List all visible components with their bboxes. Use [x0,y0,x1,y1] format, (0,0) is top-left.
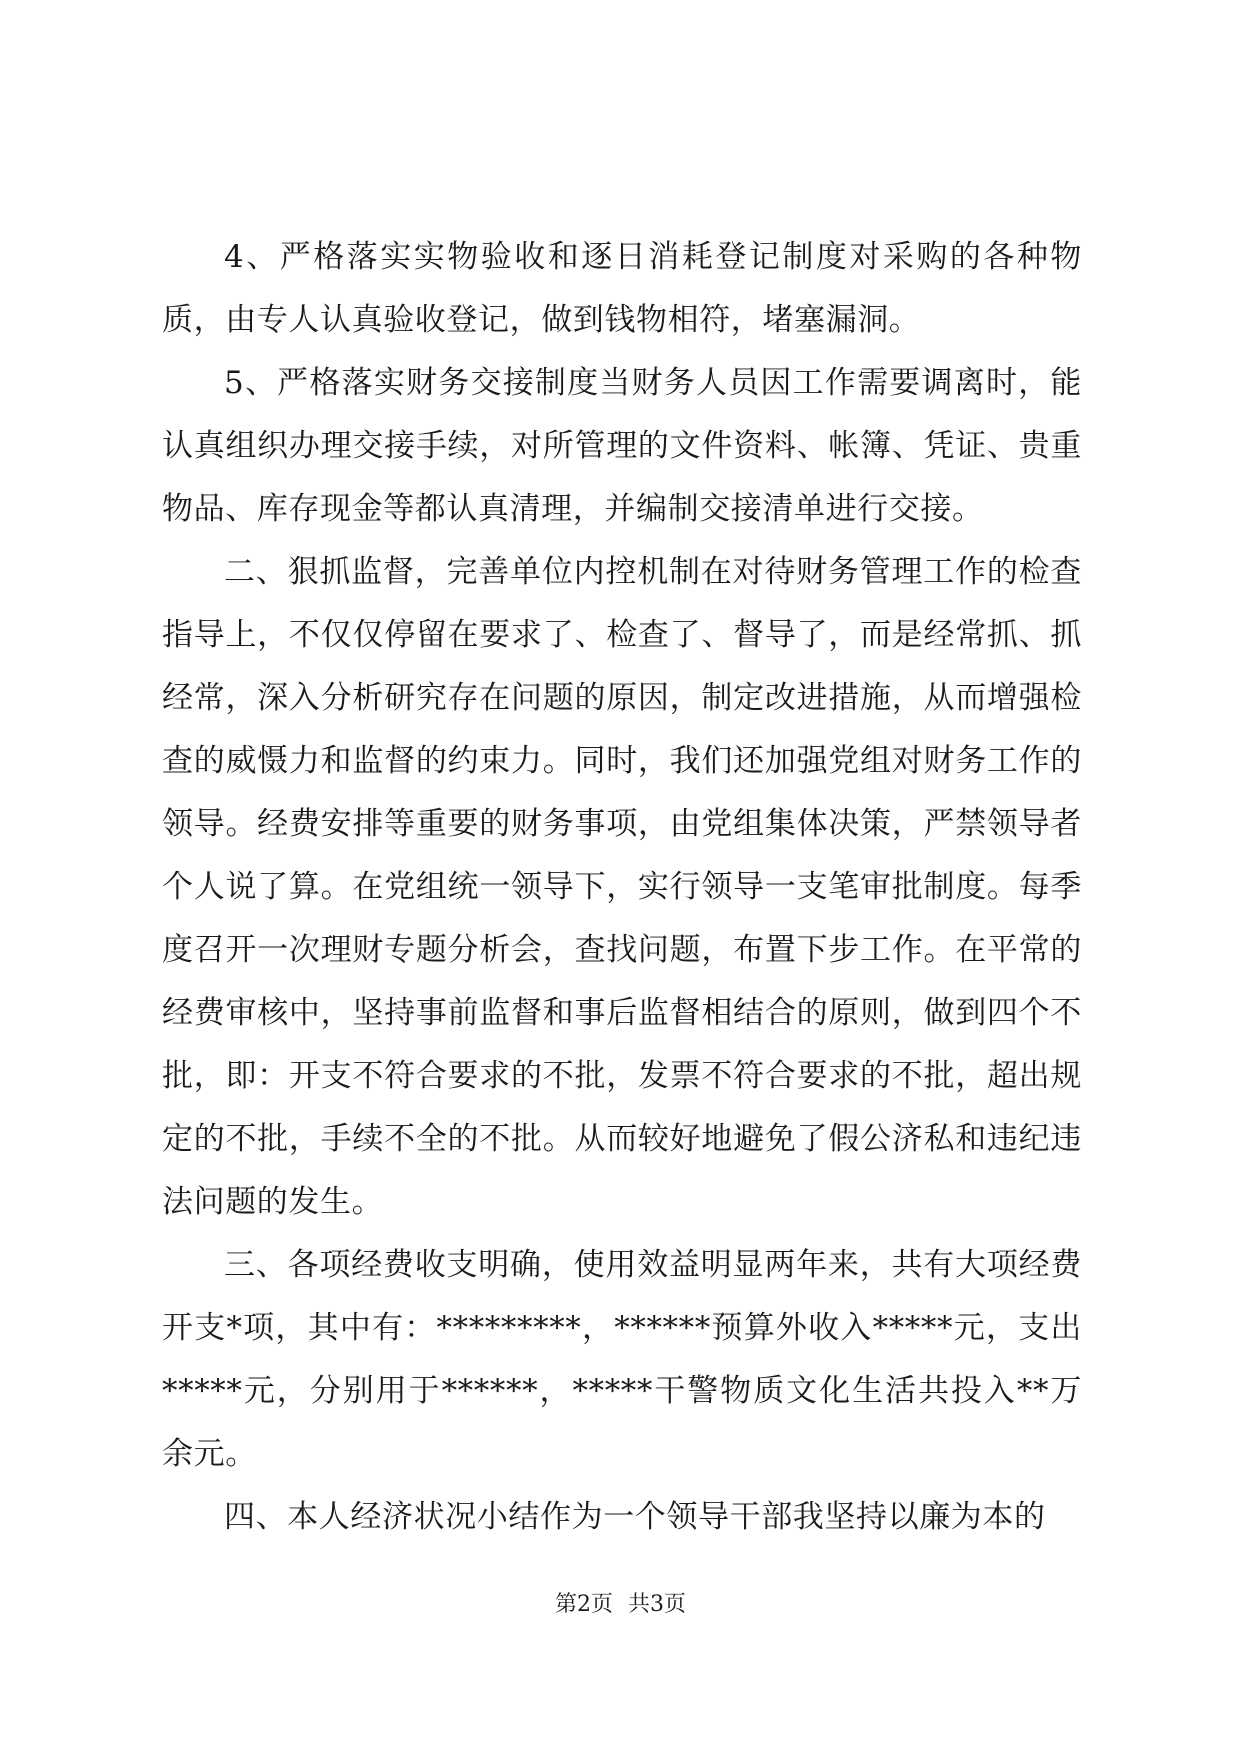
paragraph-section-3: 三、各项经费收支明确，使用效益明显两年来，共有大项经费开支*项，其中有：*********，******预算外收入*****元，支出*****元，分别用于******，*****干警物质文化生活共投入**万余元。 [162,1247,1082,1472]
page-total: 共3页 [628,1592,686,1617]
paragraph-section-2: 二、狠抓监督，完善单位内控机制在对待财务管理工作的检查指导上，不仅仅停留在要求了、检查了、督导了，而是经常抓、抓经常，深入分析研究存在问题的原因，制定改进措施，从而增强检查的威慑力和监督的约束力。同时，我们还加强党组对财务工作的领导。经费安排等重要的财务事项，由党组集体决策，严禁领导者个人说了算。在党组统一领导下，实行领导一支笔审批制度。每季度召开一次理财专题分析会，查找问题，布置下步工作。在平常的经费审核中，坚持事前监督和事后监督相结合的原则，做到四个不批，即：开支不符合要求的不批，发票不符合要求的不批，超出规定的不批，手续不全的不批。从而较好地避免了假公济私和违纪违法问题的发生。 [162,554,1082,1220]
paragraph-item-5: 5、严格落实财务交接制度当财务人员因工作需要调离时，能认真组织办理交接手续，对所管理的文件资料、帐簿、凭证、贵重物品、库存现金等都认真清理，并编制交接清单进行交接。 [162,365,1082,527]
page-number: 第2页 [555,1592,613,1617]
page-footer [0,1590,1241,1620]
paragraph-section-4: 四、本人经济状况小结作为一个领导干部我坚持以廉为本的 [224,1499,1046,1535]
document-body [162,226,1082,1549]
paragraph-item-4: 4、严格落实实物验收和逐日消耗登记制度对采购的各种物质，由专人认真验收登记，做到钱物相符，堵塞漏洞。 [162,239,1082,338]
